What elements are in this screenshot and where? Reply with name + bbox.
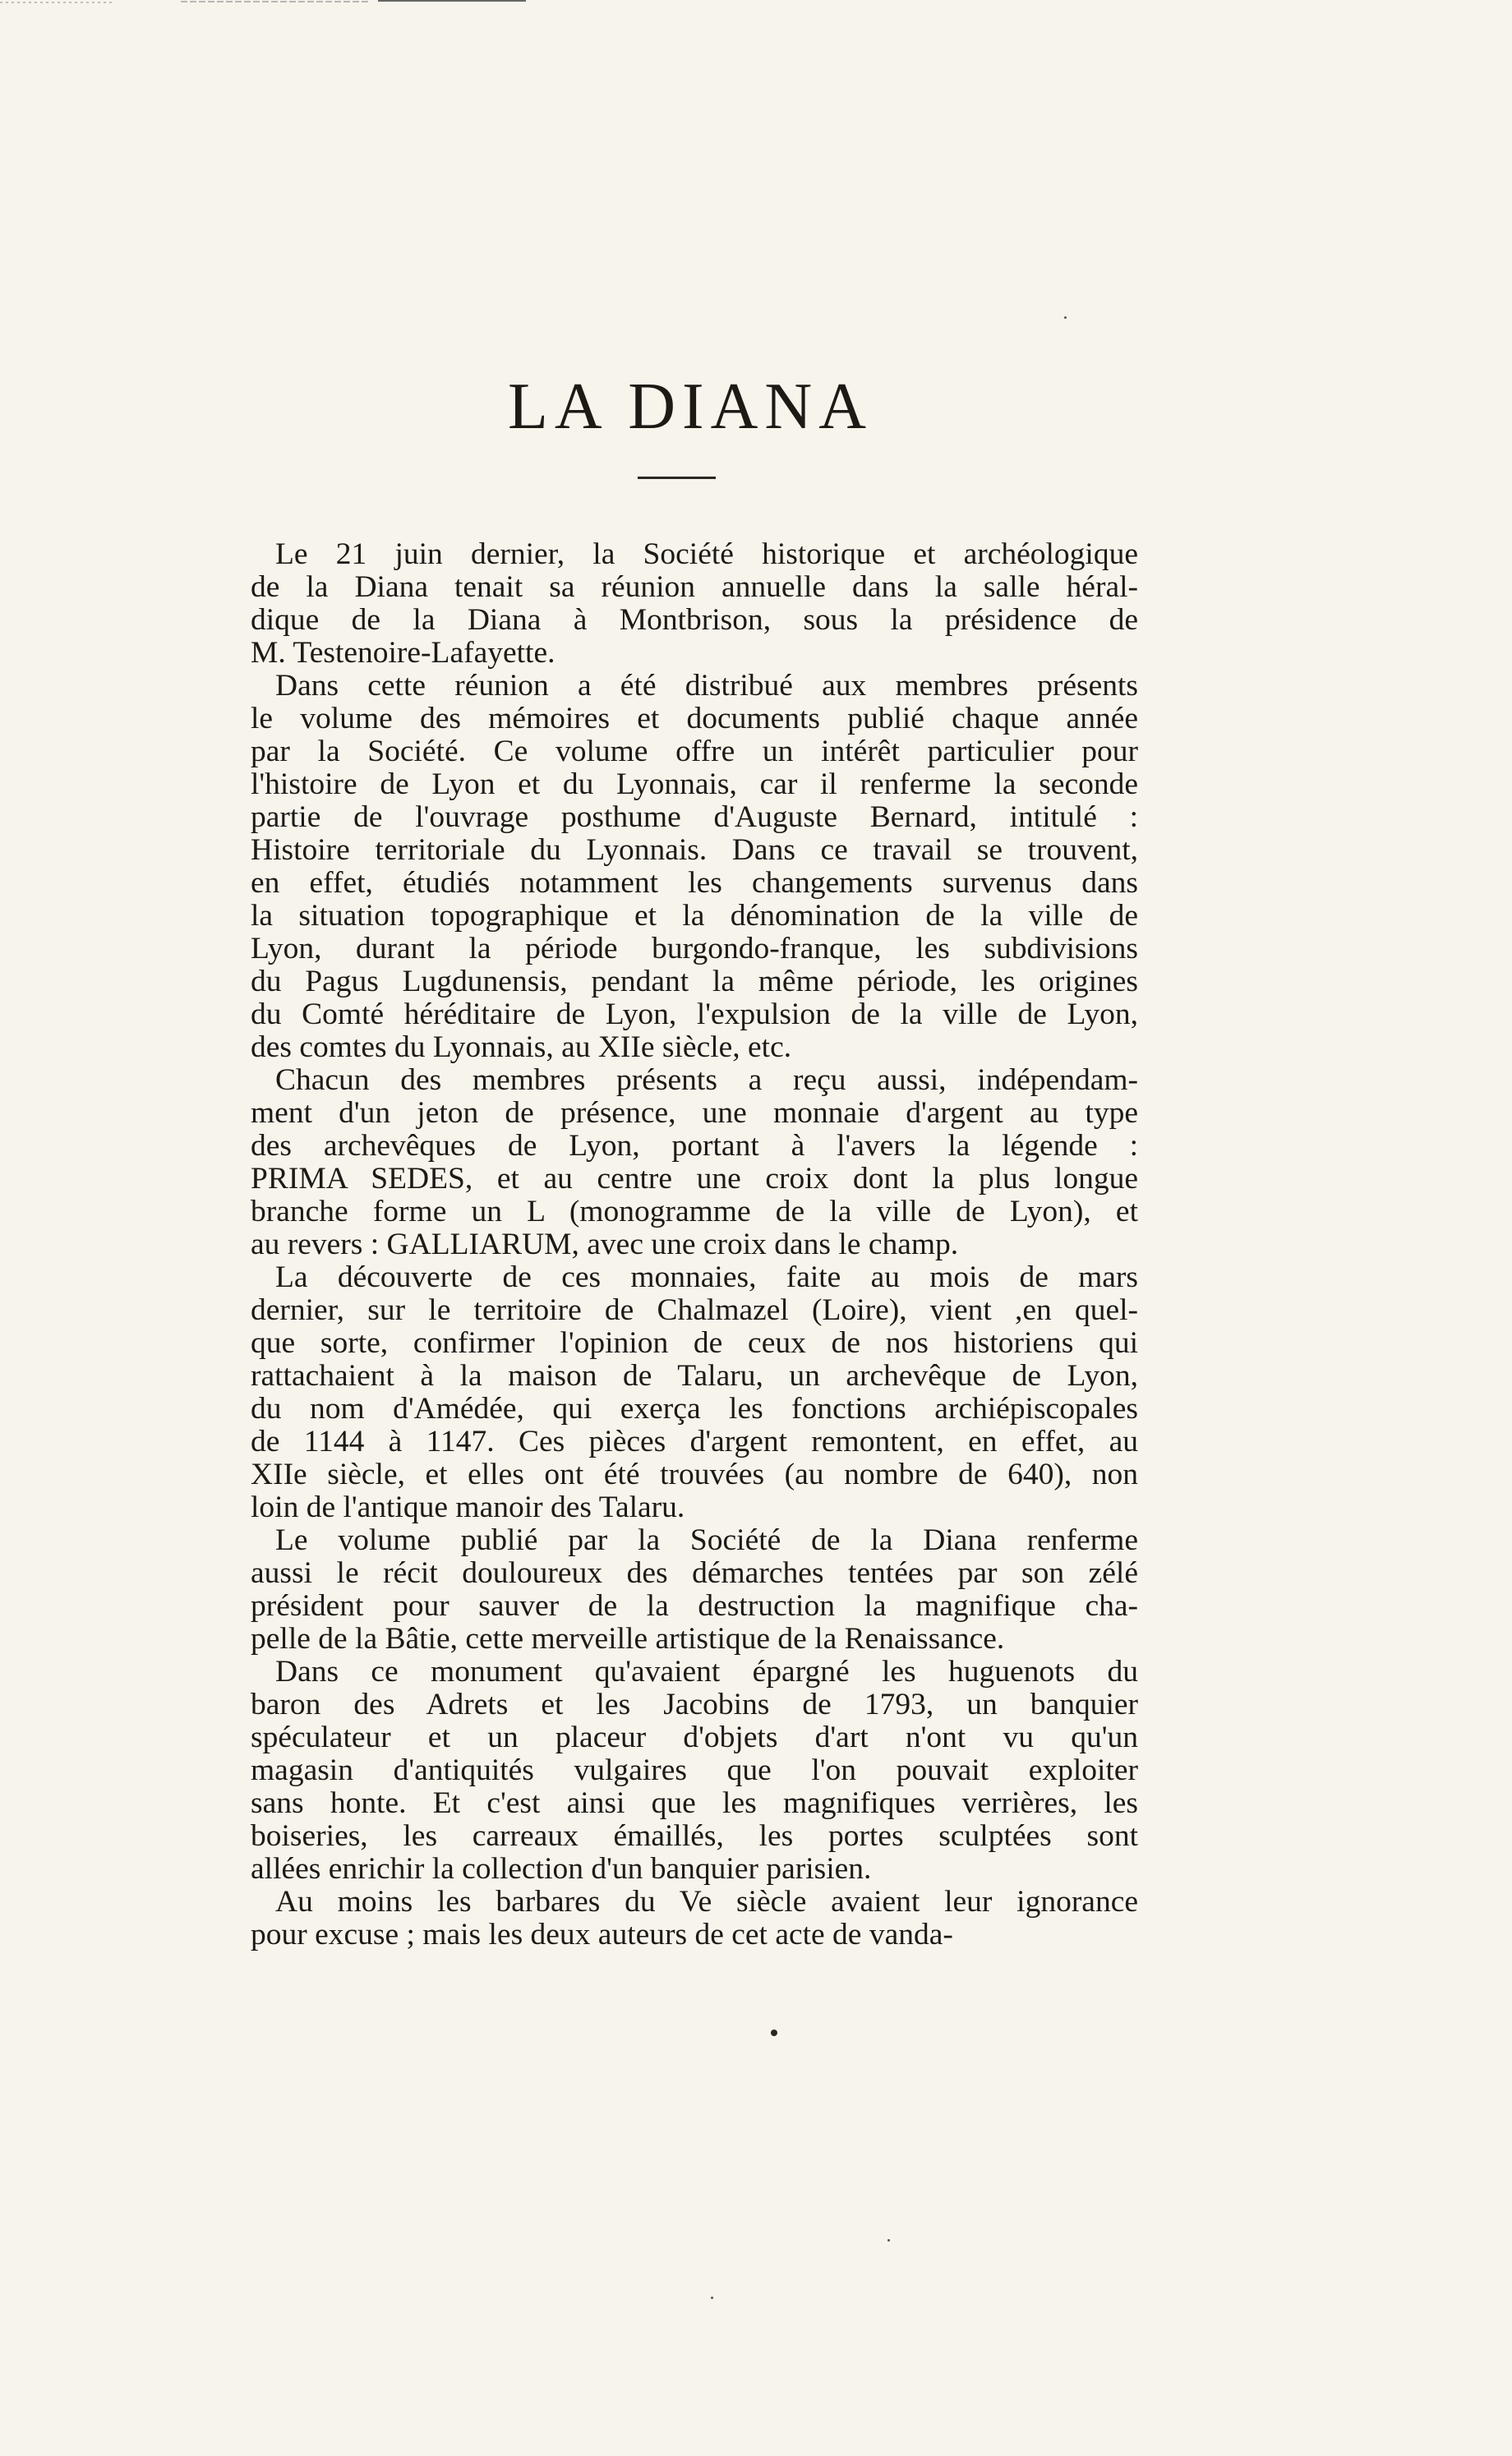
- paragraph: [251, 670, 1138, 1064]
- paragraph: [251, 538, 1138, 670]
- text-line: allées enrichir la collection d'un banquier parisien.: [251, 1852, 872, 1886]
- text-line: des comtes du Lyonnais, au XIIe siècle, etc.: [251, 1030, 792, 1064]
- text-line: sans honte. Et c'est ainsi que les magnifiques verrières, les: [251, 1786, 1138, 1820]
- text-line: par la Société. Ce volume offre un intérêt particulier pour: [251, 735, 1138, 768]
- text-line: Histoire territoriale du Lyonnais. Dans ce travail se trouvent,: [251, 833, 1138, 867]
- text-line: la situation topographique et la dénomination de la ville de: [251, 899, 1138, 933]
- body-text: [251, 538, 1138, 1951]
- text-line: en effet, étudiés notamment les changements survenus dans: [251, 866, 1138, 900]
- footer-mark: [771, 2030, 777, 2036]
- text-line: Dans ce monument qu'avaient épargné les huguenots du: [275, 1655, 1138, 1689]
- paragraph: [251, 1261, 1138, 1524]
- paragraph: [251, 1064, 1138, 1261]
- text-line: Au moins les barbares du Ve siècle avaient leur ignorance: [275, 1885, 1138, 1919]
- text-line: rattachaient à la maison de Talaru, un archevêque de Lyon,: [251, 1359, 1138, 1393]
- text-line: Le 21 juin dernier, la Société historique et archéologique: [275, 537, 1138, 571]
- paragraph: [251, 1524, 1138, 1656]
- scan-speck: [1064, 316, 1067, 319]
- text-line: du Comté héréditaire de Lyon, l'expulsion de la ville de Lyon,: [251, 998, 1138, 1031]
- text-line: Le volume publié par la Société de la Diana renferme: [275, 1523, 1138, 1557]
- text-line: président pour sauver de la destruction la magnifique cha-: [251, 1589, 1138, 1623]
- text-line: boiseries, les carreaux émaillés, les portes sculptées sont: [251, 1819, 1138, 1853]
- text-line: au revers : GALLIARUM, avec une croix dans le champ.: [251, 1228, 959, 1261]
- text-line: magasin d'antiquités vulgaires que l'on pouvait exploiter: [251, 1753, 1138, 1787]
- text-line: pelle de la Bâtie, cette merveille artistique de la Renaissance.: [251, 1622, 1005, 1656]
- text-line: aussi le récit douloureux des démarches tentées par son zélé: [251, 1556, 1138, 1590]
- text-line: dique de la Diana à Montbrison, sous la présidence de: [251, 603, 1138, 637]
- text-line: des archevêques de Lyon, portant à l'avers la légende :: [251, 1129, 1138, 1163]
- text-line: pour excuse ; mais les deux auteurs de cet acte de vanda-: [251, 1918, 953, 1951]
- text-line: ment d'un jeton de présence, une monnaie d'argent au type: [251, 1096, 1138, 1130]
- scan-speck: [887, 2239, 890, 2242]
- text-line: de la Diana tenait sa réunion annuelle dans la salle héral-: [251, 570, 1138, 604]
- text-line: La découverte de ces monnaies, faite au mois de mars: [275, 1260, 1138, 1294]
- text-line: M. Testenoire-Lafayette.: [251, 636, 555, 670]
- text-line: du Pagus Lugdunensis, pendant la même période, les origines: [251, 965, 1138, 998]
- text-line: l'histoire de Lyon et du Lyonnais, car il renferme la seconde: [251, 767, 1138, 801]
- text-line: Chacun des membres présents a reçu aussi, indépendam-: [275, 1063, 1138, 1097]
- paragraph: [251, 1886, 1138, 1951]
- page-title: LA DIANA: [508, 371, 873, 443]
- text-line: baron des Adrets et les Jacobins de 1793, un banquier: [251, 1688, 1138, 1721]
- text-line: Lyon, durant la période burgondo-franque, les subdivisions: [251, 932, 1138, 965]
- title-rule: [638, 477, 716, 479]
- text-line: XIIe siècle, et elles ont été trouvées (au nombre de 640), non: [251, 1458, 1138, 1491]
- text-line: loin de l'antique manoir des Talaru.: [251, 1491, 685, 1524]
- scan-speck: [711, 2297, 713, 2299]
- text-line: branche forme un L (monogramme de la ville de Lyon), et: [251, 1195, 1138, 1228]
- scan-edge-marks: [0, 0, 575, 16]
- text-line: le volume des mémoires et documents publié chaque année: [251, 702, 1138, 735]
- text-line: du nom d'Amédée, qui exerça les fonctions archiépiscopales: [251, 1392, 1138, 1426]
- text-line: spéculateur et un placeur d'objets d'art n'ont vu qu'un: [251, 1721, 1138, 1754]
- text-line: dernier, sur le territoire de Chalmazel (Loire), vient ,en quel-: [251, 1293, 1138, 1327]
- text-line: que sorte, confirmer l'opinion de ceux de nos historiens qui: [251, 1326, 1138, 1360]
- text-line: partie de l'ouvrage posthume d'Auguste Bernard, intitulé :: [251, 800, 1138, 834]
- paragraph: [251, 1656, 1138, 1886]
- text-line: de 1144 à 1147. Ces pièces d'argent remontent, en effet, au: [251, 1425, 1138, 1458]
- text-line: PRIMA SEDES, et au centre une croix dont la plus longue: [251, 1162, 1138, 1196]
- text-line: Dans cette réunion a été distribué aux membres présents: [275, 669, 1138, 703]
